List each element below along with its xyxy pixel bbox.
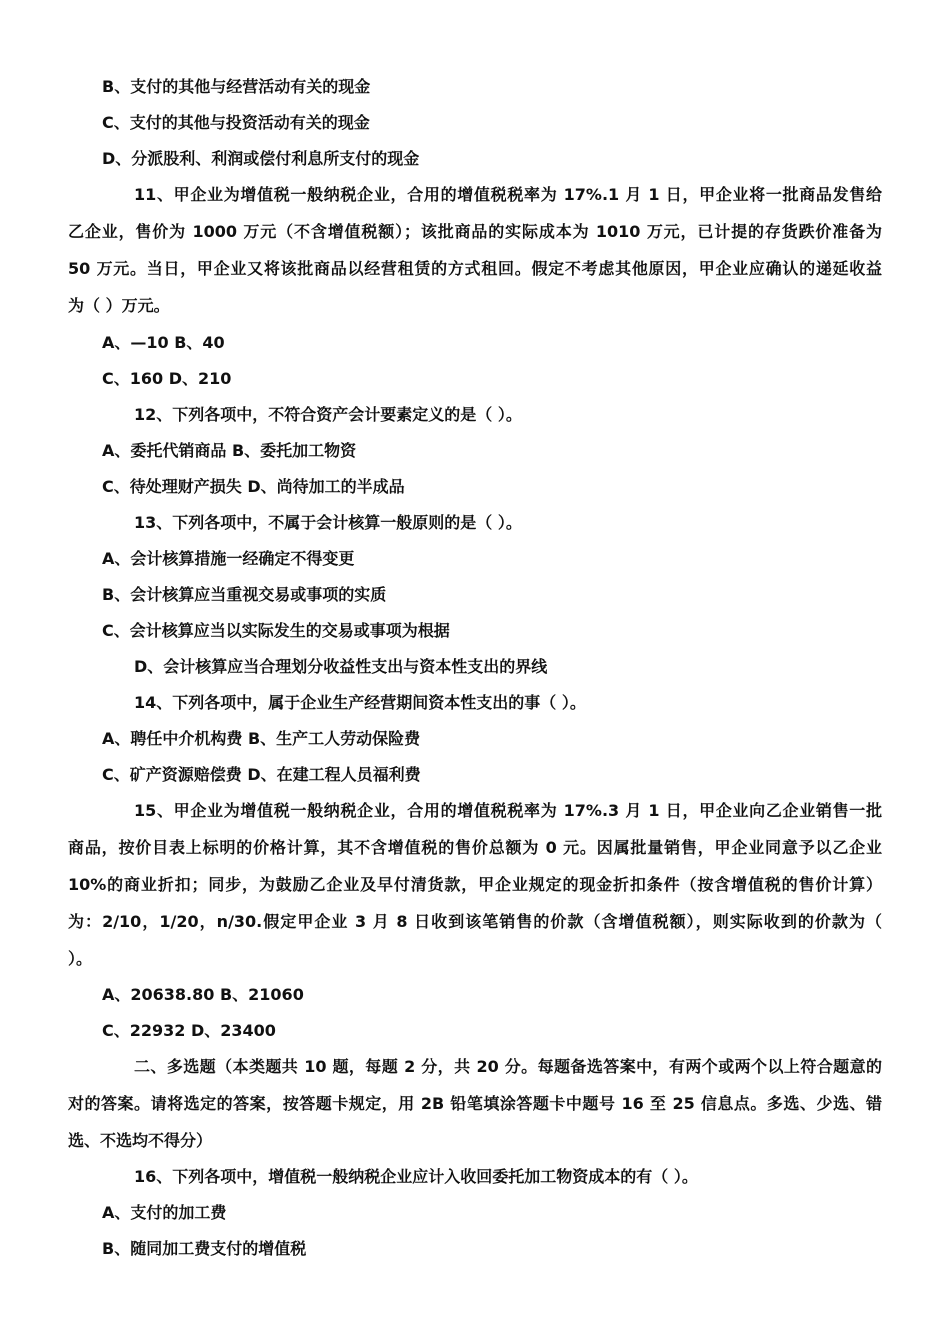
option-line: C、160 D、210: [102, 369, 232, 388]
option-line: C、22932 D、23400: [102, 1021, 276, 1040]
option-line: D、分派股利、利润或偿付利息所支付的现金: [102, 149, 420, 168]
option-line: A、20638.80 B、21060: [102, 985, 304, 1004]
question-15-line-4: 为：2/10，1/20，n/30.假定甲企业 3 月 8 日收到该笔销售的价款（含增值税额），则实际收到的价款为（: [68, 912, 882, 931]
question-12: 12、下列各项中，不符合资产会计要素定义的是（ ）。: [134, 405, 522, 424]
question-15-line-3: 10%的商业折扣；同步，为鼓励乙企业及早付清货款，甲企业规定的现金折扣条件（按含增值税的售价计算）: [68, 875, 882, 894]
question-15-line-2: 商品，按价目表上标明的价格计算，其不含增值税的售价总额为 0 元。因属批量销售，甲企业同意予以乙企业: [68, 838, 882, 857]
option-line: B、会计核算应当重视交易或事项的实质: [102, 585, 387, 604]
question-15-line-5: ）。: [68, 949, 93, 968]
question-16: 16、下列各项中，增值税一般纳税企业应计入收回委托加工物资成本的有（ ）。: [134, 1167, 698, 1186]
option-line: A、委托代销商品 B、委托加工物资: [102, 441, 357, 460]
option-line: A、聘任中介机构费 B、生产工人劳动保险费: [102, 729, 421, 748]
section-heading-line-2: 对的答案。请将选定的答案，按答题卡规定，用 2B 铅笔填涂答题卡中题号 16 至 25 信息点。多选、少选、错: [68, 1094, 882, 1113]
option-line: C、待处理财产损失 D、尚待加工的半成品: [102, 477, 405, 496]
option-line: A、—10 B、40: [102, 333, 225, 352]
question-15-line-1: 15、甲企业为增值税一般纳税企业，合用的增值税税率为 17%.3 月 1 日，甲企业向乙企业销售一批: [134, 801, 882, 820]
question-13: 13、下列各项中，不属于会计核算一般原则的是（ ）。: [134, 513, 522, 532]
section-heading-line-1: 二、多选题（本类题共 10 题，每题 2 分，共 20 分。每题备选答案中，有两个或两个以上符合题意的: [134, 1057, 882, 1076]
option-line: B、随同加工费支付的增值税: [102, 1239, 307, 1258]
option-line: C、会计核算应当以实际发生的交易或事项为根据: [102, 621, 450, 640]
option-line: D、会计核算应当合理划分收益性支出与资本性支出的界线: [134, 657, 548, 676]
section-heading-line-3: 选、不选均不得分）: [68, 1131, 213, 1150]
option-line: C、矿产资源赔偿费 D、在建工程人员福利费: [102, 765, 421, 784]
option-line: B、支付的其他与经营活动有关的现金: [102, 77, 371, 96]
option-line: A、会计核算措施一经确定不得变更: [102, 549, 355, 568]
option-line: C、支付的其他与投资活动有关的现金: [102, 113, 370, 132]
question-14: 14、下列各项中，属于企业生产经营期间资本性支出的事（ ）。: [134, 693, 586, 712]
question-11-line-3: 50 万元。当日，甲企业又将该批商品以经营租赁的方式租回。假定不考虑其他原因，甲企业应确认的递延收益: [68, 259, 882, 278]
question-11-line-2: 乙企业，售价为 1000 万元（不含增值税额）；该批商品的实际成本为 1010 万元，已计提的存货跌价准备为: [68, 222, 882, 241]
question-11-line-1: 11、甲企业为增值税一般纳税企业，合用的增值税税率为 17%.1 月 1 日，甲企业将一批商品发售给: [134, 185, 882, 204]
question-11-line-4: 为（ ）万元。: [68, 296, 170, 315]
option-line: A、支付的加工费: [102, 1203, 227, 1222]
